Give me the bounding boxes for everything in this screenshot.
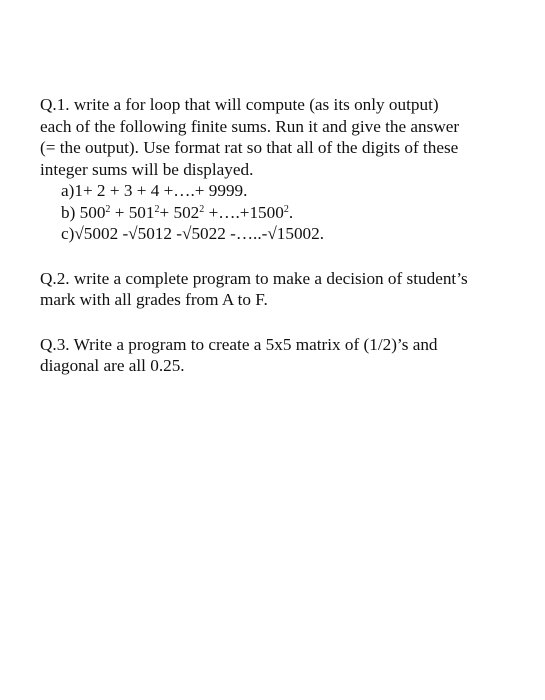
question-1 <box>40 94 530 180</box>
item-b <box>61 202 530 224</box>
question-1-line-2: each of the following finite sums. Run it and give the answer <box>40 116 460 136</box>
question-3-line-2: diagonal are all 0.25. <box>40 356 185 375</box>
item-b-exponent-1: 2 <box>105 203 111 215</box>
question-2 <box>40 268 530 311</box>
document-body <box>40 94 530 377</box>
question-1-line-3: (= the output). Use format rat so that all of the digits of these <box>40 138 459 157</box>
item-b-term-2: 501 <box>128 202 155 222</box>
question-3 <box>40 334 530 377</box>
question-2-line-1: Q.2. write a complete program to make a decision of student’s <box>40 268 468 288</box>
question-1-line-1: Q.1. write a for loop that will compute (as its only output) <box>40 95 439 114</box>
item-c: c)√5002 -√5012 -√5022 -…..-√15002. <box>61 224 325 243</box>
question-1-items <box>40 180 530 245</box>
item-b-prefix: b) <box>61 202 80 222</box>
paragraph-gap <box>40 245 530 268</box>
item-b-separator-1: + <box>110 202 129 222</box>
item-b-exponent-3: 2 <box>199 203 205 215</box>
question-3-line-1: Q.3. Write a program to create a 5x5 matrix of (1/2)’s and <box>40 334 438 354</box>
item-b-term-1: 500 <box>79 202 106 222</box>
item-b-exponent-2: 2 <box>154 203 160 215</box>
item-b-end: . <box>288 202 294 222</box>
item-a: a)1+ 2 + 3 + 4 +….+ 9999. <box>61 181 248 200</box>
item-b-separator-3: +….+ <box>204 202 250 222</box>
question-2-line-2: mark with all grades from A to F. <box>40 290 268 309</box>
paragraph-gap <box>40 311 530 334</box>
item-b-separator-2: + <box>159 202 174 222</box>
item-b-term-4: 1500 <box>249 202 284 222</box>
question-1-line-4: integer sums will be displayed. <box>40 159 254 179</box>
item-b-term-3: 502 <box>173 202 200 222</box>
item-b-exponent-4: 2 <box>283 203 289 215</box>
